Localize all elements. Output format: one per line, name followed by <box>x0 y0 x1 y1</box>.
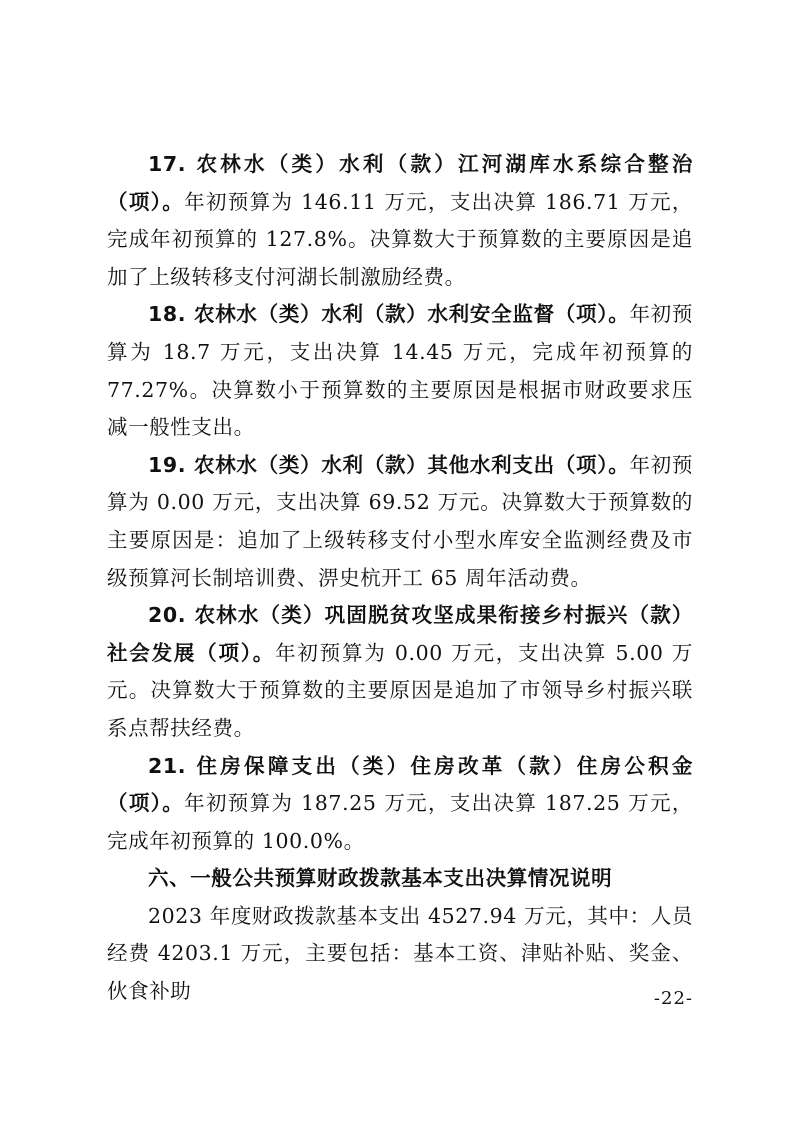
item-17-body: 年初预算为 146.11 万元，支出决算 186.71 万元，完成年初预算的 127.8%。决算数大于预算数的主要原因是追加了上级转移支付河湖长制激励经费。 <box>107 189 694 289</box>
item-18-body: 年初预算为 18.7 万元，支出决算 14.45 万元，完成年初预算的 77.27%。决算数小于预算数的主要原因是根据市财政要求压减一般性支出。 <box>107 302 693 440</box>
item-19-heading: 19. 农林水（类）水利（款）其他水利支出（项）。 <box>148 452 630 477</box>
section-six-body: 2023 年度财政拨款基本支出 4527.94 万元，其中：人员经费 4203.1 万元，主要包括：基本工资、津贴补贴、奖金、伙食补助 <box>107 903 693 1004</box>
paragraph-item-20 <box>107 597 693 747</box>
item-20-body: 年初预算为 0.00 万元，支出决算 5.00 万元。决算数大于预算数的主要原因是追加了市领导乡村振兴联系点帮扶经费。 <box>107 640 693 740</box>
item-21-body: 年初预算为 187.25 万元，支出决算 187.25 万元，完成年初预算的 100.0%。 <box>107 791 694 853</box>
document-body <box>107 146 693 1011</box>
paragraph-item-17 <box>107 146 693 296</box>
section-six-title: 六、一般公共预算财政拨款基本支出决算情况说明 <box>148 866 613 891</box>
item-19-body: 年初预算为 0.00 万元，支出决算 69.52 万元。决算数大于预算数的主要原因是：追加了上级转移支付小型水库安全监测经费及市级预算河长制培训费、淠史杭开工 65 周年活动费。 <box>107 452 693 590</box>
paragraph-item-21 <box>107 748 693 861</box>
page-number: -22- <box>653 988 693 1009</box>
item-18-heading: 18. 农林水（类）水利（款）水利安全监督（项）。 <box>148 302 630 327</box>
paragraph-item-19 <box>107 447 693 597</box>
paragraph-item-18 <box>107 296 693 446</box>
item-21-heading: 21. 住房保障支出（类）住房改革（款）住房公积金（项）。 <box>107 753 693 816</box>
item-20-heading: 20. 农林水（类）巩固脱贫攻坚成果衔接乡村振兴（款）社会发展（项）。 <box>107 603 693 665</box>
item-17-heading: 17. 农林水（类）水利（款）江河湖库水系综合整治（项）。 <box>107 152 693 214</box>
